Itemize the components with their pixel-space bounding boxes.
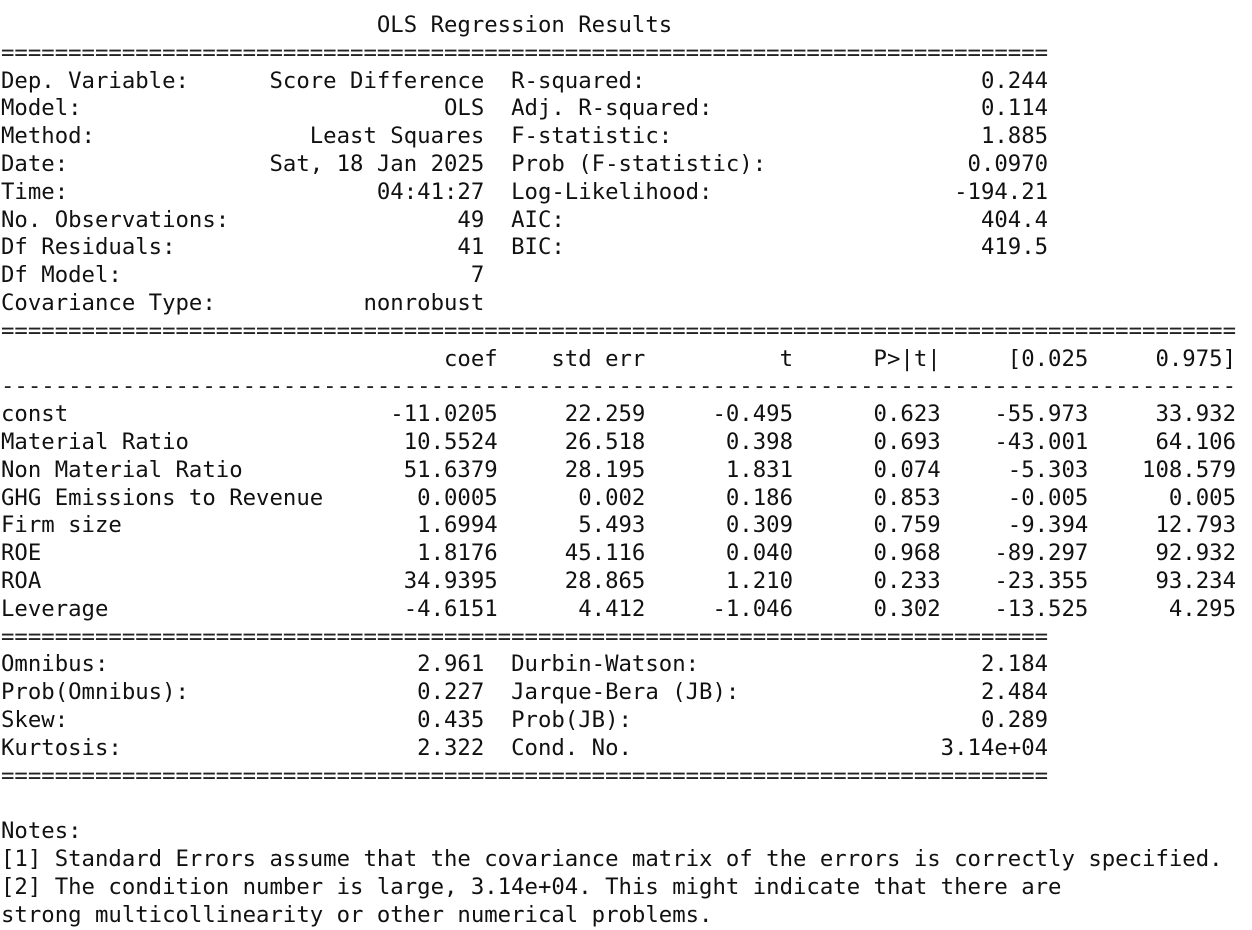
summary-row-date: Date: Sat, 18 Jan 2025 Prob (F-statistic): 0.0970 [1,150,1049,177]
notes-heading: Notes: [1,818,82,845]
note-line-2: [2] The condition number is large, 3.14e+04. This might indicate that there are [1,873,1062,900]
double-rule-top: ============================================================================== [1,39,1049,66]
note-line-3: strong multicollinearity or other numerical problems. [1,901,713,928]
single-rule-coef-header: -------------------------------------------------------------------------------------------- [1,373,1236,400]
coef-row-roe: ROE 1.8176 45.116 0.040 0.968 -89.297 92.932 [1,540,1236,567]
summary-row-method: Method: Least Squares F-statistic: 1.885 [1,123,1049,150]
summary-row-model: Model: OLS Adj. R-squared: 0.114 [1,95,1049,122]
summary-row-time: Time: 04:41:27 Log-Likelihood: -194.21 [1,178,1049,205]
diag-row-prob-omnibus: Prob(Omnibus): 0.227 Jarque-Bera (JB): 2.484 [1,679,1049,706]
double-rule-bottom: ============================================================================== [1,762,1049,789]
summary-row-df-model: Df Model: 7 [1,262,1049,289]
coef-row-non-material-ratio: Non Material Ratio 51.6379 28.195 1.831 0.074 -5.303 108.579 [1,456,1236,483]
coef-row-material-ratio: Material Ratio 10.5524 26.518 0.398 0.693 -43.001 64.106 [1,428,1236,455]
coef-row-ghg-emissions: GHG Emissions to Revenue 0.0005 0.002 0.186 0.853 -0.005 0.005 [1,484,1236,511]
summary-row-df-residuals: Df Residuals: 41 BIC: 419.5 [1,234,1049,261]
coef-row-roa: ROA 34.9395 28.865 1.210 0.233 -23.355 93.234 [1,567,1236,594]
double-rule-coef-top: ============================================================================================ [1,317,1236,344]
summary-row-observations: No. Observations: 49 AIC: 404.4 [1,206,1049,233]
coef-row-firm-size: Firm size 1.6994 5.493 0.309 0.759 -9.394 12.793 [1,512,1236,539]
coef-table-header: coef std err t P>|t| [0.025 0.975] [1,345,1236,372]
diag-row-skew: Skew: 0.435 Prob(JB): 0.289 [1,706,1049,733]
coef-row-leverage: Leverage -4.6151 4.412 -1.046 0.302 -13.525 4.295 [1,595,1236,622]
summary-row-covariance-type: Covariance Type: nonrobust [1,289,1049,316]
blank-line [1,790,1252,818]
coef-row-const: const -11.0205 22.259 -0.495 0.623 -55.973 33.932 [1,401,1236,428]
diag-row-omnibus: Omnibus: 2.961 Durbin-Watson: 2.184 [1,651,1049,678]
double-rule-diagnostics-top: ============================================================================== [1,623,1049,650]
results-title: OLS Regression Results [1,12,673,38]
note-line-1: [1] Standard Errors assume that the covariance matrix of the errors is correctly specified. [1,845,1223,872]
summary-row-dep-variable: Dep. Variable: Score Difference R-squared: 0.244 [1,67,1049,94]
diag-row-kurtosis: Kurtosis: 2.322 Cond. No. 3.14e+04 [1,734,1049,761]
